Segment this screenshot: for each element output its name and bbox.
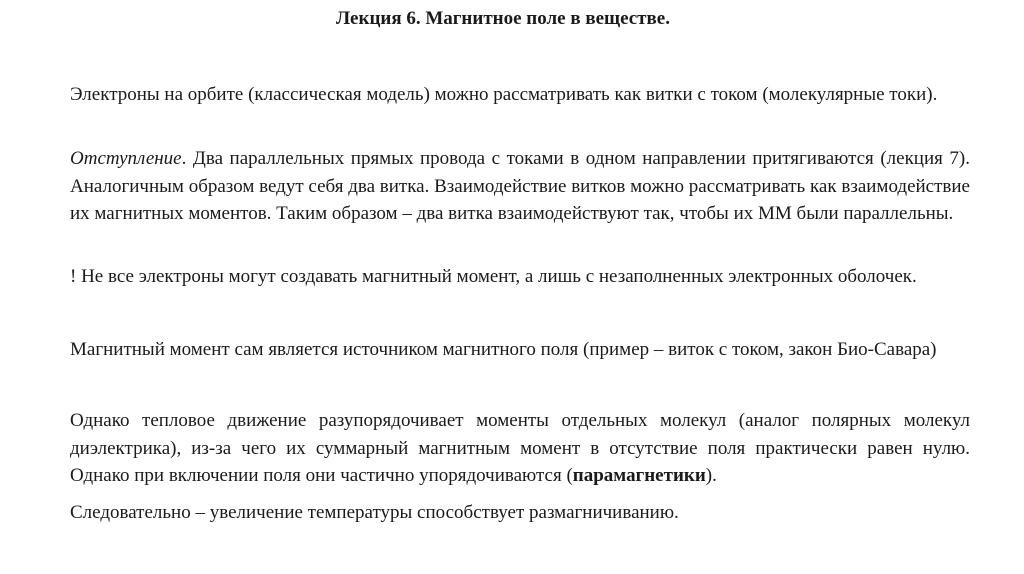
paramagnetics-term: парамагнетики bbox=[572, 465, 706, 486]
page-title bbox=[0, 7, 1024, 31]
thermal-motion-text: Однако тепловое движение разупорядочивает моменты отдельных молекул (аналог полярных молекул диэлектрика), из-за чего их суммарный магнитным момент в отсутствие поля практически равен нулю. Однако при включении поля они частично упорядочиваются ( bbox=[70, 410, 970, 486]
digression-label: Отступление bbox=[70, 148, 182, 169]
page-title-text: Лекция 6. Магнитное поле в веществе. bbox=[336, 8, 670, 29]
thermal-motion-end: ). bbox=[705, 465, 717, 486]
paragraph-conclusion: Следовательно – увеличение температуры способствует размагничиванию. bbox=[70, 502, 679, 523]
paragraph-digression bbox=[70, 145, 970, 228]
digression-text: . Два параллельных прямых провода с токами в одном направлении притягиваются (лекция 7). Аналогичным образом ведут себя два витка. Взаимодействие витков можно рассматривать как взаимодействие их магнитных моментов. Таким образом – два витка взаимодействуют так, чтобы их ММ были параллельны. bbox=[70, 148, 970, 224]
paragraph-unfilled-shells: ! Не все электроны могут создавать магнитный момент, а лишь с незаполненных электронных оболочек. bbox=[70, 266, 917, 287]
paragraph-magnetic-moment-source: Магнитный момент сам является источником магнитного поля (пример – виток с током, закон Био-Савара) bbox=[70, 339, 937, 360]
paragraph-thermal-motion bbox=[70, 407, 970, 490]
paragraph-electrons-orbit: Электроны на орбите (классическая модель) можно рассматривать как витки с током (молекулярные токи). bbox=[70, 84, 938, 105]
